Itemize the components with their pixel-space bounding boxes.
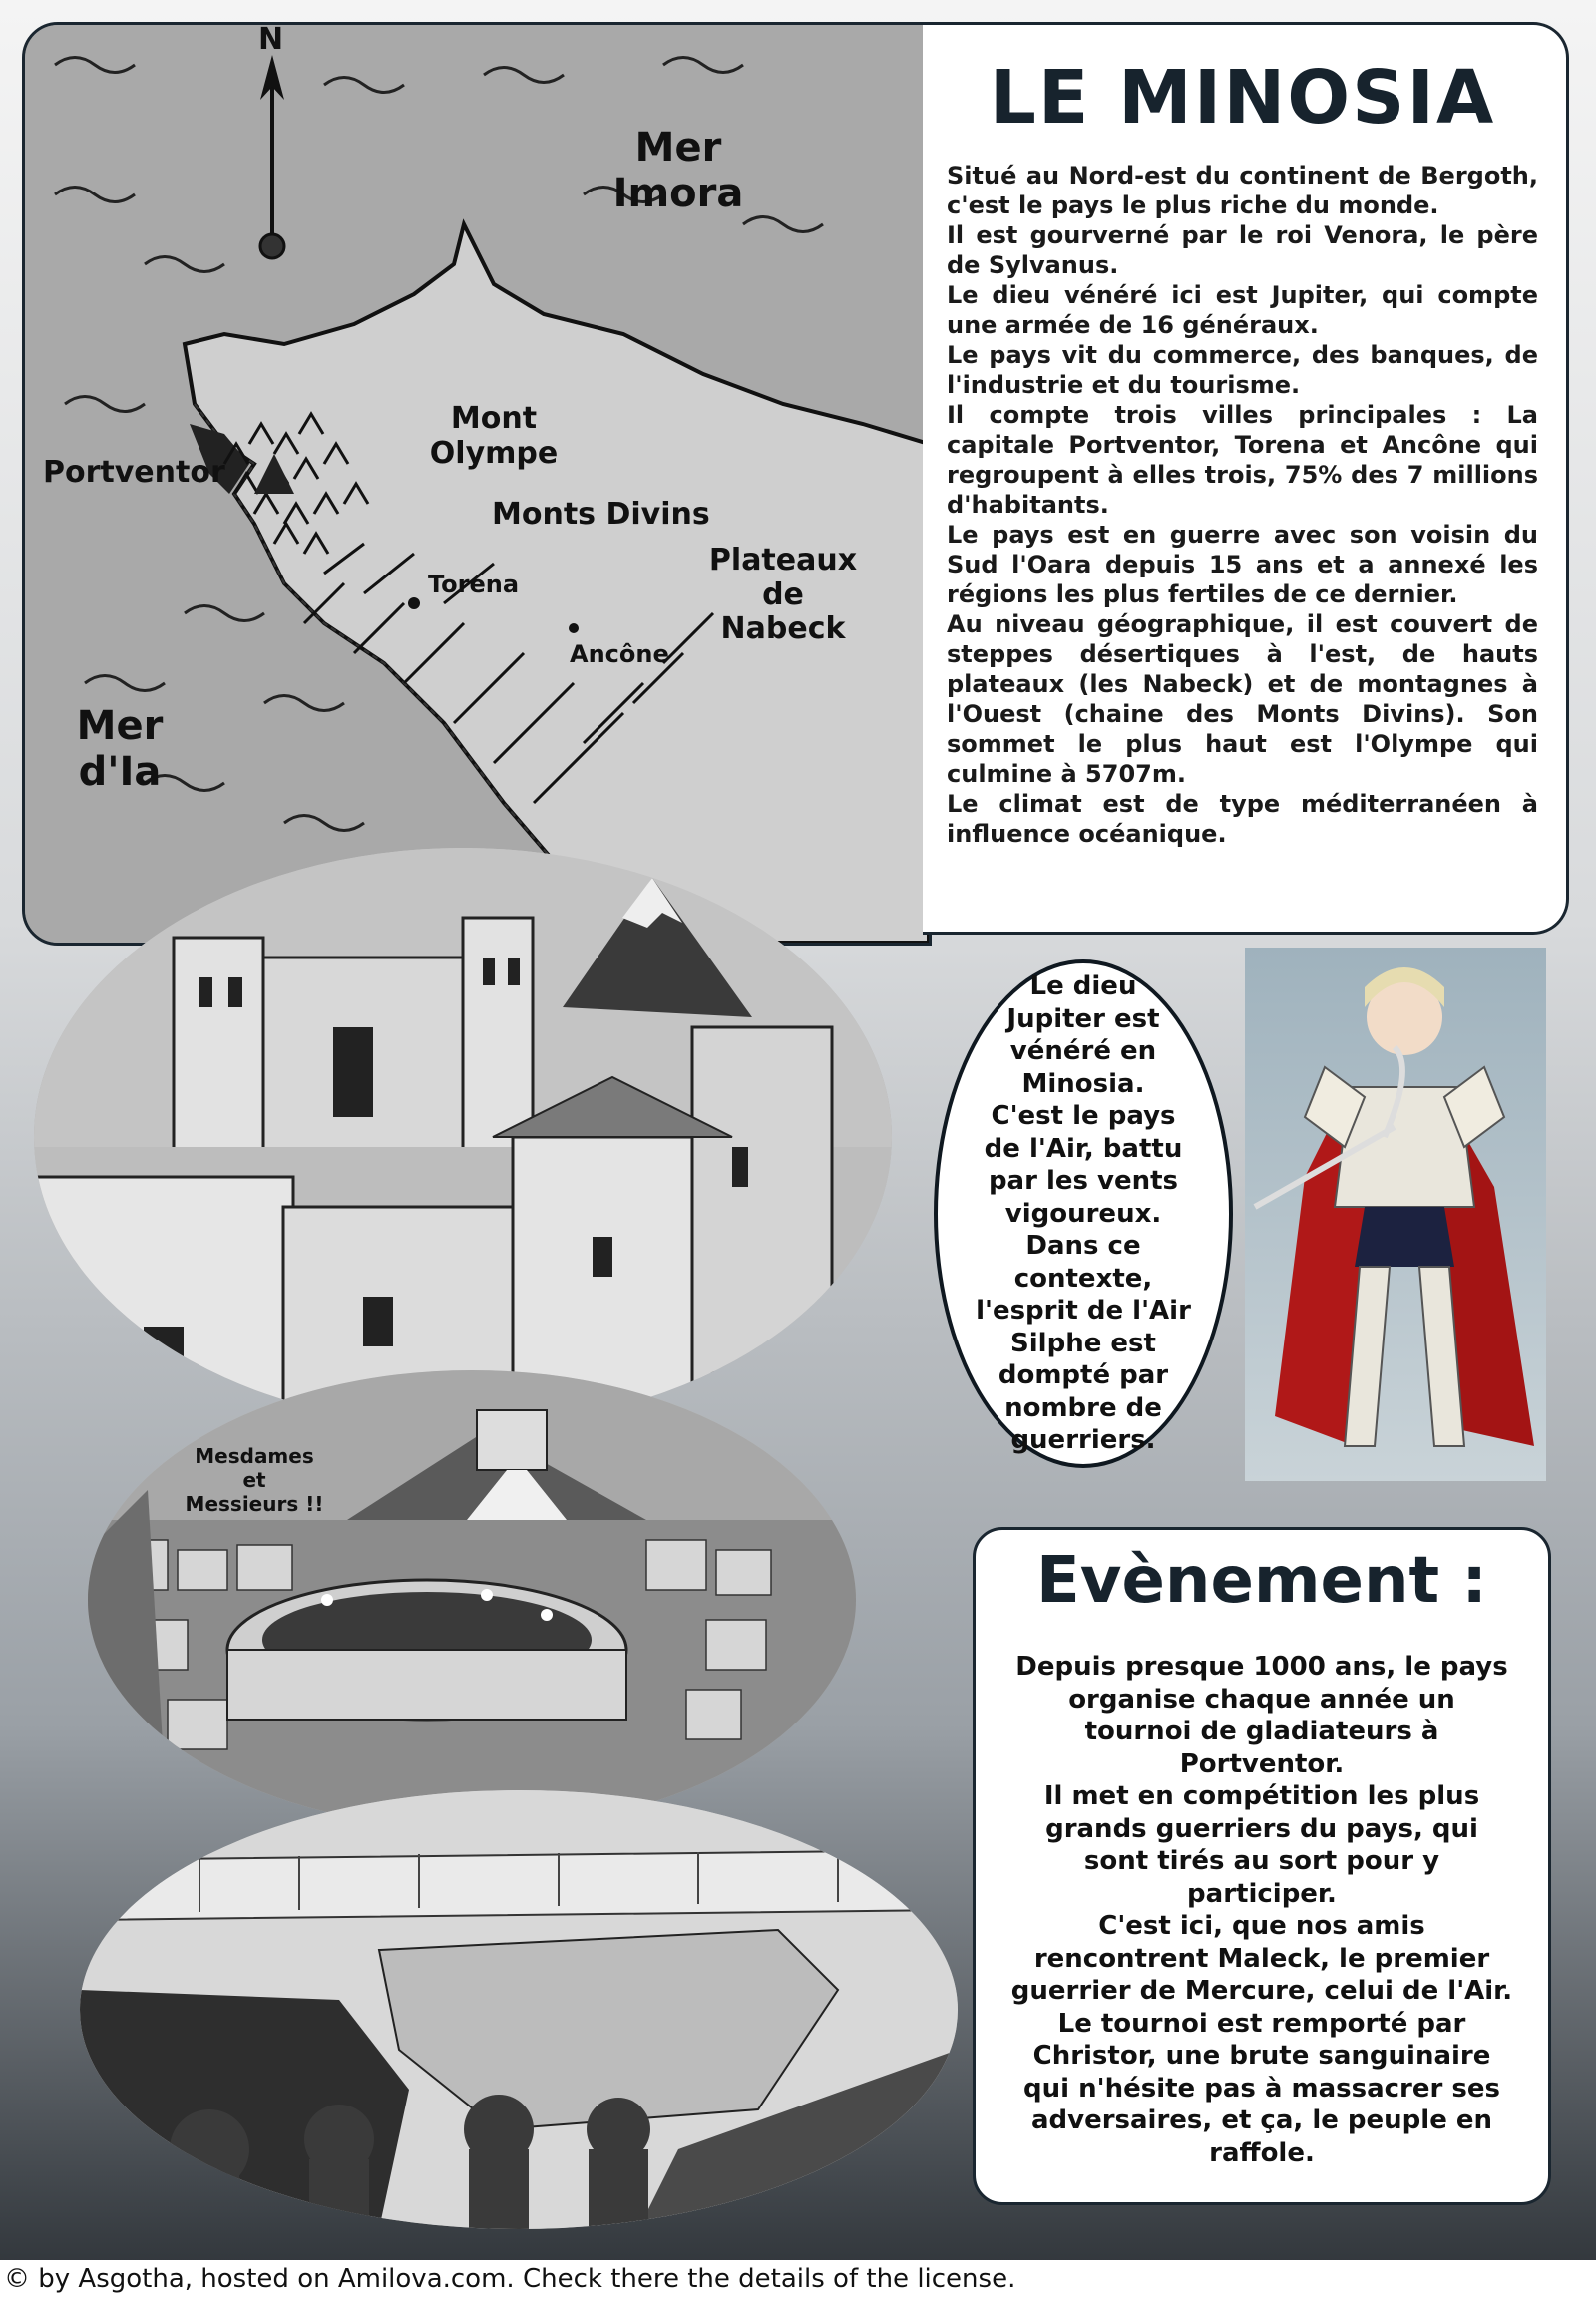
event-line: Christor, une brute sanguinaire (1032, 2041, 1491, 2072)
description-paragraph: Le pays vit du commerce, des banques, de l'industrie et du tourisme. (947, 341, 1538, 399)
event-line: grands guerriers du pays, qui (1045, 1813, 1478, 1844)
description-paragraph: Situé au Nord-est du continent de Bergoth, c'est le pays le plus riche du monde. (947, 162, 1538, 219)
event-line: sont tirés au sort pour y (1083, 1846, 1440, 1877)
speech-line: vigoureux. (1004, 1198, 1162, 1229)
description-box (923, 22, 1569, 935)
speech-line: Le dieu (1029, 971, 1137, 1002)
speech-line: vénéré en (1009, 1036, 1157, 1067)
event-box (973, 1527, 1551, 2205)
event-line: raffole. (1209, 2137, 1315, 2168)
jupiter-speech-bubble (934, 959, 1233, 1468)
label-mer-imora: Mer Imora (612, 125, 744, 216)
label-torena: Torena (428, 571, 520, 598)
speech-line: Minosia. (1021, 1068, 1145, 1099)
speech-line: C'est le pays (991, 1101, 1176, 1132)
bubble-line: et (242, 1468, 266, 1492)
description-paragraph: Le pays est en guerre avec son voisin du Sud l'Oara depuis 15 ans et a annexé les régions les plus fertiles de ce dernier. (947, 521, 1538, 608)
speech-line: dompté par (998, 1360, 1169, 1391)
event-line: organise chaque année un (1068, 1684, 1455, 1715)
label-monts-divins: Monts Divins (492, 497, 710, 532)
description-paragraph: Le climat est de type méditerranéen à influence océanique. (947, 790, 1538, 848)
event-title: Evènement : (1036, 1544, 1487, 1618)
cliff-city-illustration (80, 1790, 958, 2229)
arena-illustration (88, 1370, 856, 1829)
description-text (947, 161, 1538, 849)
speech-text (959, 970, 1208, 1457)
event-text (994, 1651, 1530, 2169)
north-label: N (258, 22, 284, 57)
speech-line: par les vents (988, 1166, 1179, 1197)
description-paragraph: Il compte trois villes principales : La capitale Portventor, Torena et Ancône qui regroupent à elles trois, 75% des 7 millions d'habitants. (947, 401, 1538, 519)
event-line: adversaires, et ça, le peuple en (1030, 2106, 1493, 2136)
speech-line: contexte, (1013, 1263, 1153, 1294)
speech-line: guerriers. (1010, 1425, 1156, 1456)
page-title: LE MINOSIA (989, 55, 1496, 141)
label-mont-olympe: Mont Olympe (429, 401, 559, 471)
event-line: participer. (1187, 1878, 1337, 1909)
event-line: C'est ici, que nos amis (1098, 1911, 1425, 1942)
event-line: Portventor. (1179, 1748, 1345, 1779)
description-paragraph: Il est gourverné par le roi Venora, le père de Sylvanus. (947, 221, 1538, 279)
label-portventor: Portventor (43, 455, 225, 490)
description-paragraph: Au niveau géographique, il est couvert de steppes désertiques à l'est, de hauts plateaux (les Nabeck) et de montagnes à l'Ouest (chaine des Monts Divins). Son sommet le plus haut est l'Olympe qui culmine à 5707m. (947, 610, 1538, 788)
event-line: Le tournoi est remporté par (1057, 2008, 1466, 2039)
event-line: rencontrent Maleck, le premier (1033, 1943, 1490, 1974)
event-line: qui n'hésite pas à massacrer ses (1023, 2073, 1500, 2104)
event-line: tournoi de gladiateurs à (1084, 1717, 1439, 1747)
speech-bubble-arena (160, 1444, 349, 1516)
speech-line: nombre de (1004, 1392, 1162, 1423)
description-paragraph: Le dieu vénéré ici est Jupiter, qui compte une armée de 16 généraux. (947, 281, 1538, 339)
speech-line: de l'Air, battu (984, 1133, 1183, 1164)
label-plateaux-nabeck: Plateaux de Nabeck (708, 543, 858, 646)
event-line: Depuis presque 1000 ans, le pays (1015, 1652, 1508, 1683)
event-line: Il met en compétition les plus (1043, 1781, 1480, 1812)
bubble-line: Mesdames (195, 1444, 314, 1468)
label-mer-dia: Mer d'Ia (76, 703, 164, 795)
map-panel (22, 22, 932, 946)
label-ancone: Ancône (570, 640, 669, 668)
bubble-line: Messieurs !! (185, 1492, 324, 1516)
speech-line: l'esprit de l'Air (976, 1296, 1191, 1327)
event-line: guerrier de Mercure, celui de l'Air. (1010, 1976, 1513, 2007)
speech-line: Silphe est (1010, 1328, 1156, 1358)
license-footer: © by Asgotha, hosted on Amilova.com. Check there the details of the license. (0, 2260, 1596, 2298)
speech-line: Jupiter est (1006, 1003, 1160, 1034)
castle-illustration (34, 848, 892, 1426)
speech-line: Dans ce (1025, 1231, 1141, 1262)
warrior-illustration (1245, 948, 1546, 1481)
